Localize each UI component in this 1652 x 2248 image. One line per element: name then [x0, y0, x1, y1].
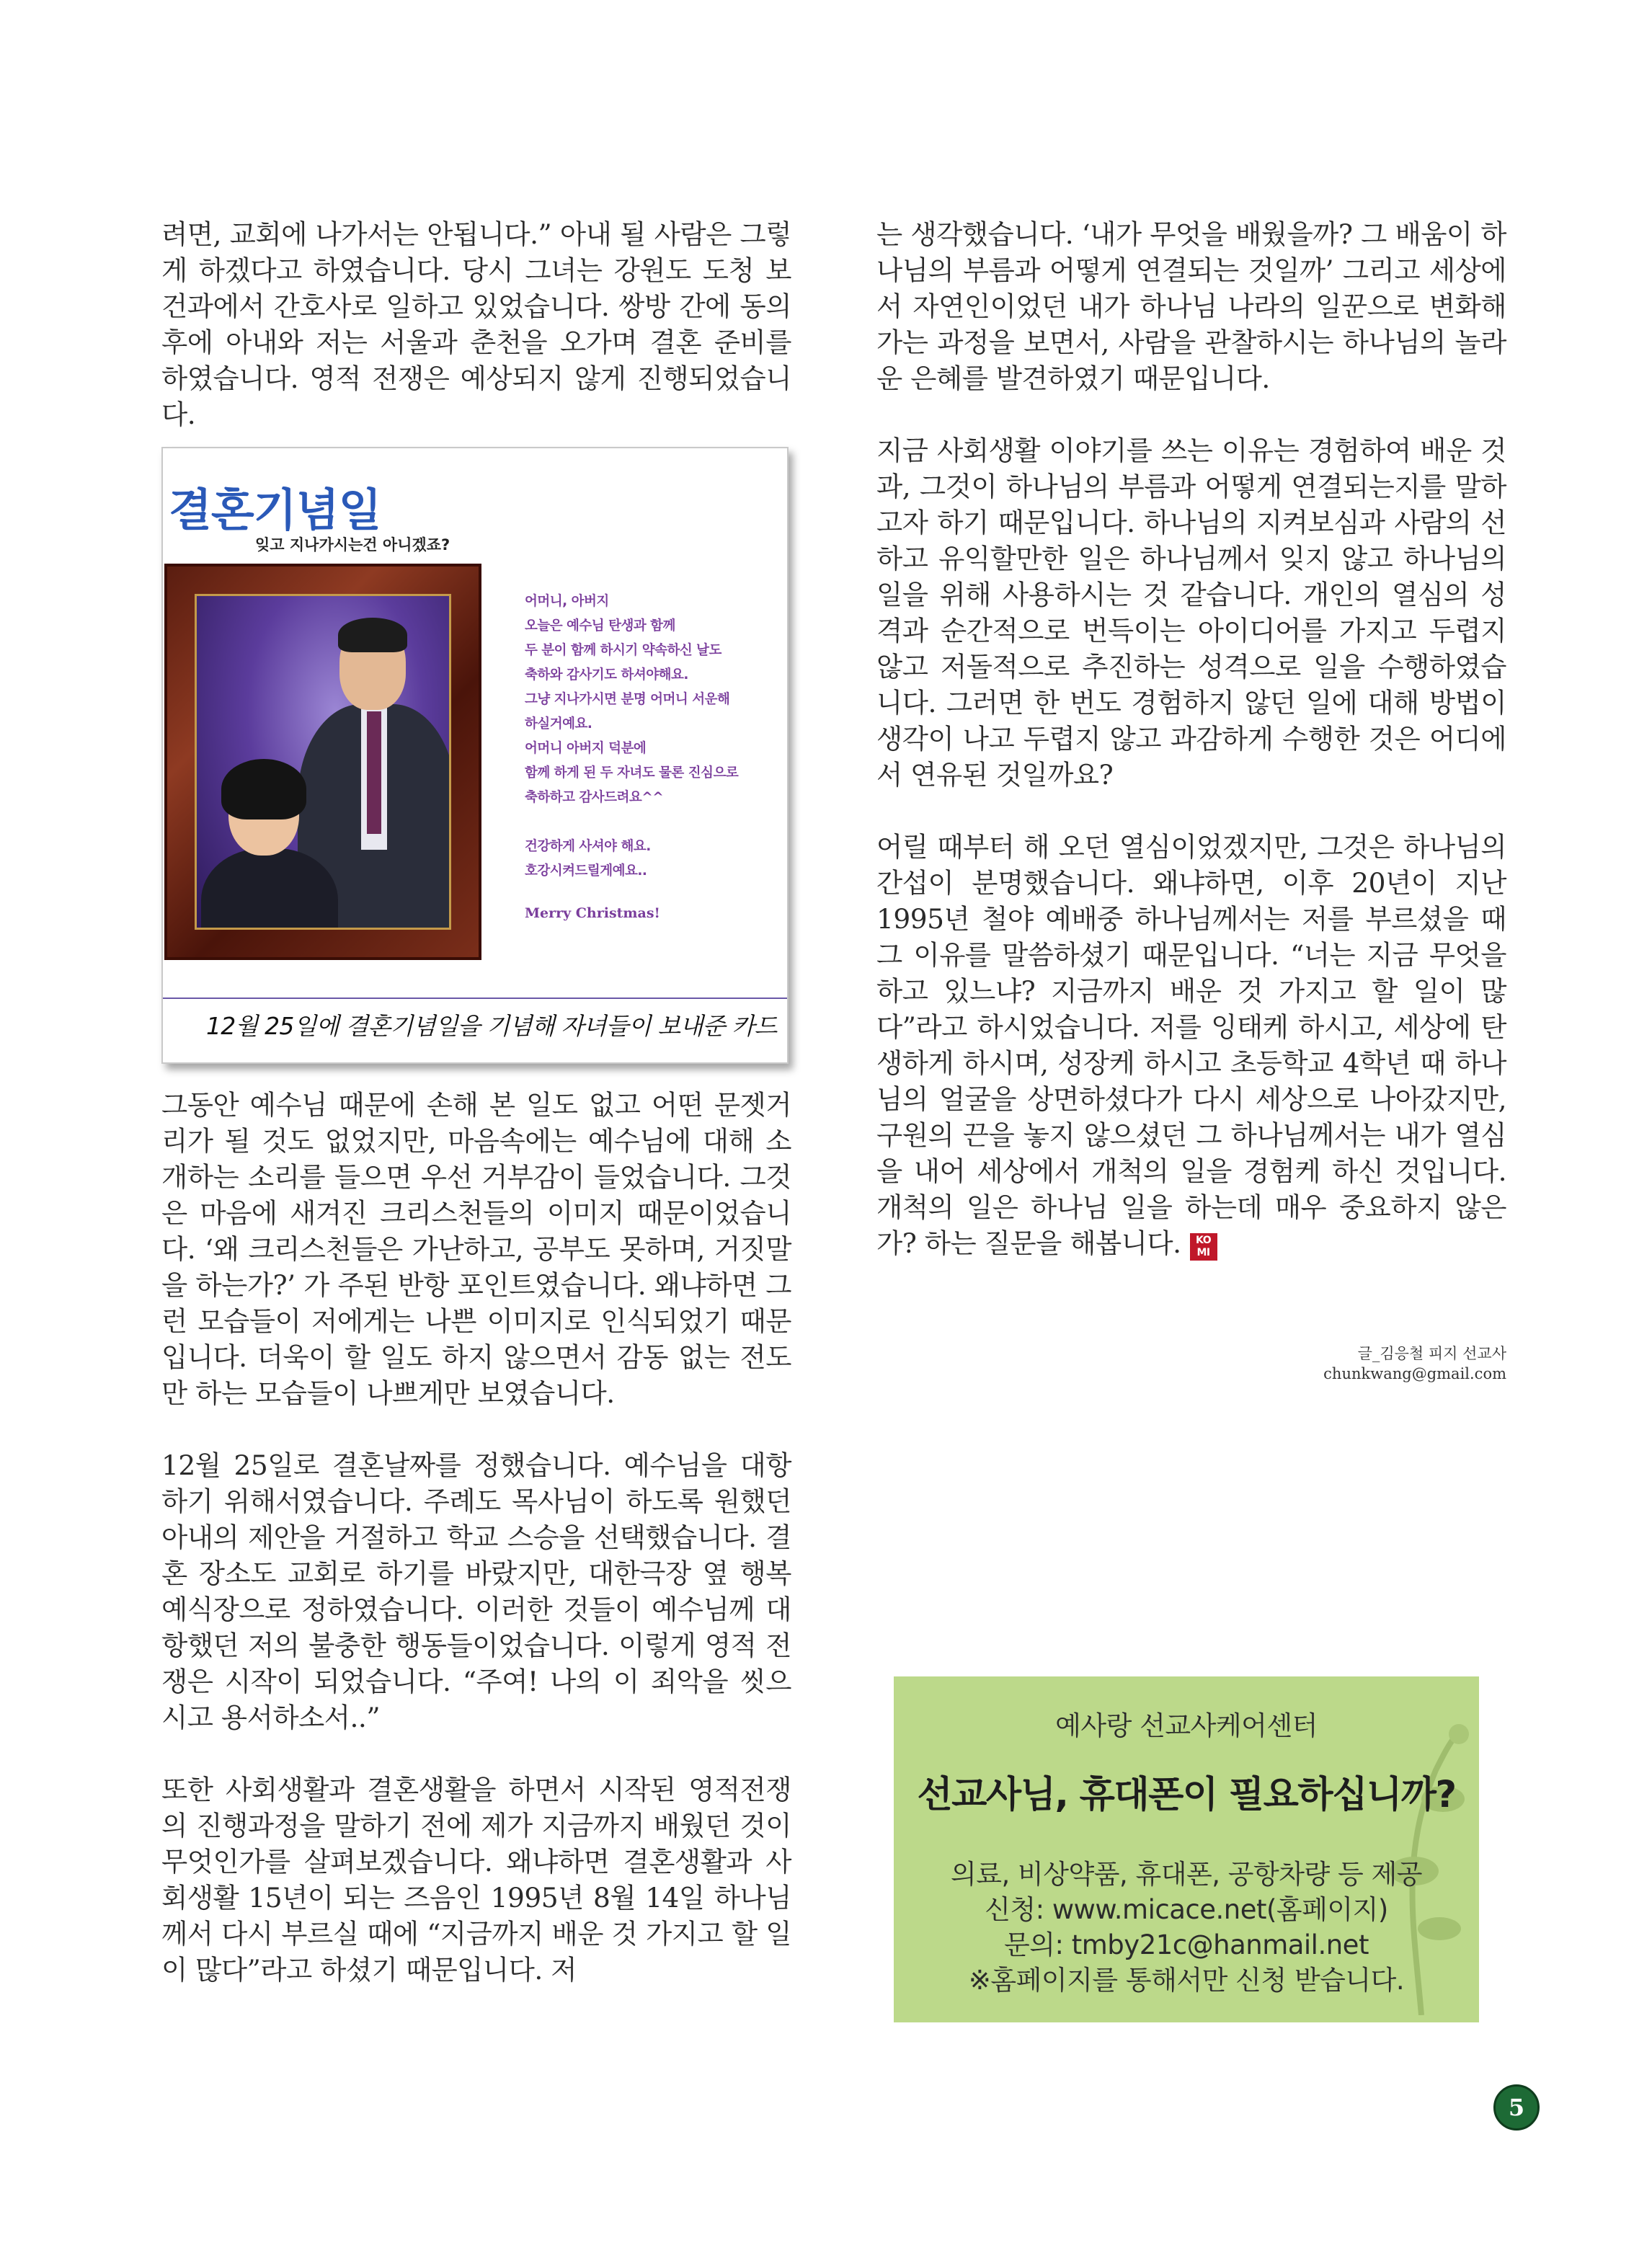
article-paragraph: 는 생각했습니다. ‘내가 무엇을 배웠을까? 그 배움이 하나님의 부름과 어떻게 연결되는 것일까’ 그리고 세상에서 자연인이었던 내가 하나님 나라의 일꾼으로 변화해 가는 과정을 보면서, 사람을 관찰하시는 하나님의 놀라운 은혜를 발견하였기 때문입니다.: [876, 218, 1506, 394]
card-message-line: 함께 하게 된 두 자녀도 물론 진심으로: [525, 765, 739, 781]
card-subtitle: 잊고 지나가시는건 아니겠죠?: [255, 536, 450, 554]
card-title: 결혼기념일: [169, 484, 381, 536]
card-closing-line: 건강하게 사셔야 해요.: [525, 839, 651, 854]
article-paragraph-last: [876, 829, 1506, 1261]
page-number-badge: 5: [1493, 2084, 1540, 2131]
picture-frame: [164, 564, 481, 960]
card-merry-christmas: Merry Christmas!: [525, 905, 660, 921]
card-message-line: 어머니 아버지 덕분에: [525, 741, 647, 756]
author-email: chunkwang@gmail.com: [1323, 1365, 1506, 1382]
author-byline: 글_김응철 피지 선교사: [1357, 1345, 1506, 1362]
card-message-line: 축하와 감사기도 하셔야해요.: [525, 667, 688, 683]
card-message-line: 그냥 지나가시면 분명 어머니 서운해: [525, 692, 730, 707]
card-message-line: 축하하고 감사드려요^^: [525, 790, 664, 805]
card-message-line: 두 분이 함께 하시기 약속하신 날도: [525, 643, 721, 658]
left-column-top: [161, 216, 791, 468]
article-paragraph: 려면, 교회에 나가서는 안됩니다.” 아내 될 사람은 그렇게 하겠다고 하였습니다. 당시 그녀는 강원도 도청 보건과에서 간호사로 일하고 있었습니다. 쌍방 간에 동의 후에 아내와 저는 서울과 춘천을 오가며 결혼 준비를 하였습니다. 영적 전쟁은 예상되지 않게 진행되었습니다.: [161, 218, 791, 430]
anniversary-card-figure: [161, 447, 789, 1064]
author-credit: [1323, 1343, 1506, 1384]
ad-details: [894, 1857, 1479, 1998]
article-paragraph-text: 어릴 때부터 해 오던 열심이었겠지만, 그것은 하나님의 간섭이 분명했습니다. 왜냐하면, 이후 20년이 지난 1995년 철야 예배중 하나님께서는 저를 부르셨을 때 그 이유를 말씀하셨기 때문입니다. “너는 지금 무엇을 하고 있느냐? 지금까지 배운 것 가지고 할 일이 많다”라고 하시었습니다. 저를 잉태케 하시고, 세상에 탄생하게 하시며, 성장케 하시고 초등학교 4학년 때 하나님의 얼굴을 상면하셨다가 다시 세상으로 나아갔지만, 구원의 끈을 놓지 않으셨던 그 하나님께서는 내가 열심을 내어 세상에서 개척의 일을 경험케 하신 것입니다. 개척의 일은 하나님 일을 하는데 매우 중요하지 않은가? 하는 질문을 해봅니다.: [876, 831, 1506, 1259]
couple-photo: [195, 594, 451, 930]
article-paragraph: 또한 사회생활과 결혼생활을 하면서 시작된 영적전쟁의 진행과정을 말하기 전에 제가 지금까지 배웠던 것이 무엇인가를 살펴보겠습니다. 왜냐하면 결혼생활과 사회생활 15년이 되는 즈음인 1995년 8월 14일 하나님께서 다시 부르실 때에 “지금까지 배운 것 가지고 할 일이 많다”라고 하셨기 때문입니다. 저: [161, 1774, 791, 1986]
card-message-line: 오늘은 예수님 탄생과 함께: [525, 618, 675, 634]
card-divider: [163, 998, 787, 999]
care-center-advertisement: [894, 1676, 1479, 2022]
article-paragraph: 12월 25일로 결혼날짜를 정했습니다. 예수님을 대항하기 위해서였습니다. 주례도 목사님이 하도록 원했던 아내의 제안을 거절하고 학교 스승을 선택했습니다. 결혼 장소도 교회로 하기를 바랐지만, 대한극장 옆 행복예식장으로 정하였습니다. 이러한 것들이 예수님께 대항했던 저의 불충한 행동들이었습니다. 이렇게 영적 전쟁은 시작이 되었습니다. “주여! 나의 이 죄악을 씻으시고 용서하소서..”: [161, 1449, 791, 1733]
ad-organization: 예사랑 선교사케어센터: [1055, 1710, 1318, 1741]
article-paragraph: 지금 사회생활 이야기를 쓰는 이유는 경험하여 배운 것과, 그것이 하나님의 부름과 어떻게 연결되는지를 말하고자 하기 때문입니다. 하나님의 지켜보심과 사람의 선하고 유익할만한 일은 하나님께서 잊지 않고 하나님의 일을 위해 사용하시는 것 같습니다. 개인의 열심의 성격과 순간적으로 번득이는 아이디어를 가지고 두렵지 않고 저돌적으로 추진하는 성격으로 일을 수행하였습니다. 그러면 한 번도 경험하지 않던 일에 대해 방법이 생각이 나고 두렵지 않고 과감하게 수행한 것은 어디에서 연유된 것일까요?: [876, 435, 1506, 791]
ad-headline: 선교사님, 휴대폰이 필요하십니까?: [917, 1774, 1456, 1816]
ad-line: 문의: tmby21c@hanmail.net: [1004, 1929, 1369, 1960]
card-message-line: 어머니, 아버지: [525, 594, 609, 609]
right-column: [876, 216, 1506, 1297]
ad-line: ※홈페이지를 통해서만 신청 받습니다.: [968, 1965, 1405, 1996]
ad-line: 의료, 비상약품, 휴대폰, 공항차량 등 제공: [951, 1859, 1422, 1890]
card-closing-line: 호강시켜드릴게예요..: [525, 863, 647, 879]
left-column-bottom: [161, 1087, 791, 2024]
card-caption: 12월 25일에 결혼기념일을 기념해 자녀들이 보내준 카드: [206, 1012, 777, 1040]
card-message: [525, 590, 784, 884]
card-message-line: 하실거예요.: [525, 716, 592, 732]
end-mark-badge: KO MI: [1190, 1233, 1217, 1261]
article-paragraph: 그동안 예수님 때문에 손해 본 일도 없고 어떤 문젯거리가 될 것도 없었지만, 마음속에는 예수님에 대해 소개하는 소리를 들으면 우선 거부감이 들었습니다. 그것은 마음에 새겨진 크리스천들의 이미지 때문이었습니다. ‘왜 크리스천들은 가난하고, 공부도 못하며, 거짓말을 하는가?’ 가 주된 반항 포인트였습니다. 왜냐하면 그런 모습들이 저에게는 나쁜 이미지로 인식되었기 때문입니다. 더욱이 할 일도 하지 않으면서 감동 없는 전도만 하는 모습들이 나쁘게만 보였습니다.: [161, 1089, 791, 1409]
ad-line: 신청: www.micace.net(홈페이지): [985, 1894, 1388, 1925]
